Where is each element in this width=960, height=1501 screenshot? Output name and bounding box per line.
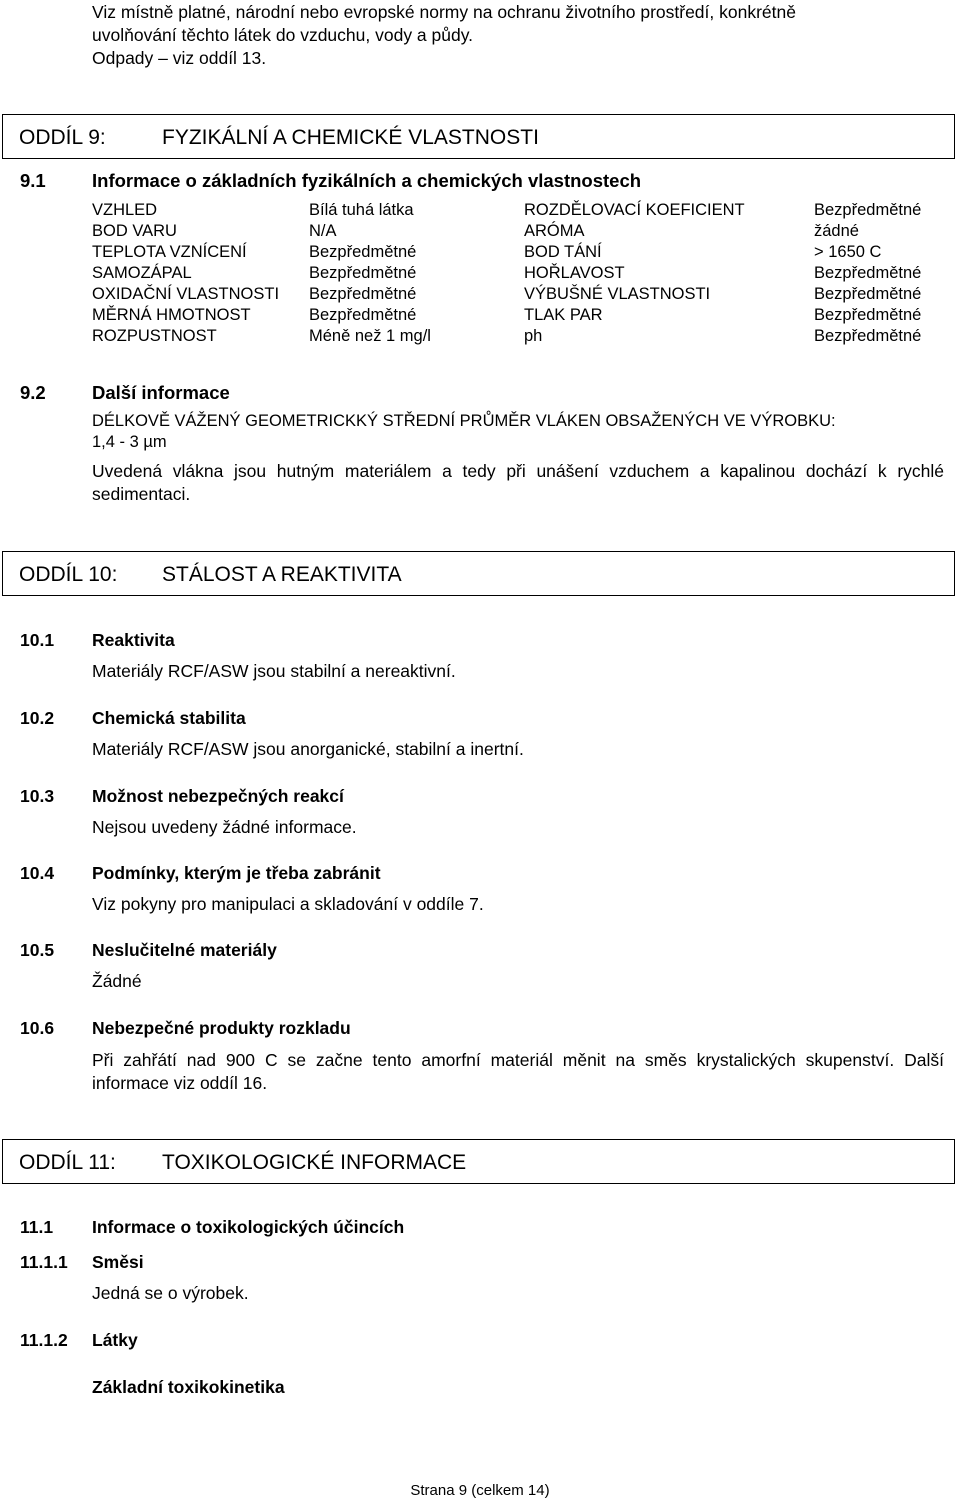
top-line-2: uvolňování těchto látek do vzduchu, vody a půdy. <box>92 25 474 45</box>
property-name: SAMOZÁPAL <box>92 264 192 282</box>
section-9-label: ODDÍL 9: <box>19 126 106 149</box>
property-name: HOŘLAVOST <box>524 264 625 282</box>
subsection-text: Materiály RCF/ASW jsou anorganické, stabilní a inertní. <box>92 739 524 759</box>
property-name: BOD TÁNÍ <box>524 243 602 261</box>
subsection-title: Reaktivita <box>92 630 175 650</box>
section-9-title: FYZIKÁLNÍ A CHEMICKÉ VLASTNOSTI <box>162 126 539 149</box>
property-value: Bezpředmětné <box>814 327 922 345</box>
property-name: MĚRNÁ HMOTNOST <box>92 306 251 324</box>
property-name: ROZPUSTNOST <box>92 327 217 345</box>
subsection-num: 10.4 <box>20 863 55 883</box>
property-value: Bílá tuhá látka <box>309 201 414 219</box>
sedimentation-paragraph: Uvedená vlákna jsou hutným materiálem a tedy při unášení vzduchem a kapalinou dochází k rychlé sedimentaci. <box>92 461 944 504</box>
section-10-header <box>2 551 955 596</box>
subsection-title: Nebezpečné produkty rozkladu <box>92 1018 351 1038</box>
subsection-11-1-1-text: Jedná se o výrobek. <box>92 1283 249 1303</box>
subsection-text: Viz pokyny pro manipulaci a skladování v oddíle 7. <box>92 894 484 914</box>
subsection-text: Nejsou uvedeny žádné informace. <box>92 817 357 837</box>
subsection-9-1-num: 9.1 <box>20 170 46 191</box>
subsection-num: 10.6 <box>20 1018 55 1038</box>
property-value: Bezpředmětné <box>309 306 417 324</box>
subsection-text: Žádné <box>92 971 142 991</box>
property-value: Bezpředmětné <box>814 285 922 303</box>
subsection-num: 10.1 <box>20 630 55 650</box>
top-line-3: Odpady – viz oddíl 13. <box>92 48 267 68</box>
section-11-title: TOXIKOLOGICKÉ INFORMACE <box>162 1151 467 1174</box>
subsection-11-1-2-title: Látky <box>92 1330 138 1350</box>
property-name: BOD VARU <box>92 222 177 240</box>
subsection-title: Neslučitelné materiály <box>92 940 277 960</box>
property-value: Bezpředmětné <box>814 201 922 219</box>
subsection-9-2-title: Další informace <box>92 382 230 403</box>
subsection-9-2-num: 9.2 <box>20 382 46 403</box>
subsection-num: 10.3 <box>20 786 55 806</box>
subsection-11-1-title: Informace o toxikologických účincích <box>92 1217 405 1237</box>
property-value: Méně než 1 mg/l <box>309 327 431 345</box>
subsection-11-1-1-title: Směsi <box>92 1252 144 1272</box>
section-10-title: STÁLOST A REAKTIVITA <box>162 563 402 586</box>
subsection-title: Podmínky, kterým je třeba zabránit <box>92 863 381 883</box>
property-name: ARÓMA <box>524 222 585 240</box>
subsection-text: Materiály RCF/ASW jsou stabilní a nereaktivní. <box>92 661 456 681</box>
property-name: ROZDĚLOVACÍ KOEFICIENT <box>524 201 745 219</box>
property-name: TLAK PAR <box>524 306 603 324</box>
property-value: Bezpředmětné <box>309 264 417 282</box>
property-value: Bezpředmětné <box>309 243 417 261</box>
property-name: OXIDAČNÍ VLASTNOSTI <box>92 285 280 303</box>
page-number: Strana 9 (celkem 14) <box>410 1482 550 1499</box>
subsection-num: 10.5 <box>20 940 55 960</box>
fiber-diameter-label: DÉLKOVĚ VÁŽENÝ GEOMETRICKKÝ STŘEDNÍ PRŮMĚR VLÁKEN OBSAŽENÝCH VE VÝROBKU: <box>92 412 836 430</box>
subsection-title: Chemická stabilita <box>92 708 246 728</box>
property-value: Bezpředmětné <box>309 285 417 303</box>
property-value: > 1650 C <box>814 243 882 261</box>
section-11-label: ODDÍL 11: <box>19 1151 116 1174</box>
property-value: N/A <box>309 222 337 240</box>
property-name: VÝBUŠNÉ VLASTNOSTI <box>524 285 711 303</box>
fiber-diameter-value: 1,4 - 3 µm <box>92 433 167 451</box>
subsection-11-1-1-num: 11.1.1 <box>20 1252 68 1272</box>
property-value: Bezpředmětné <box>814 264 922 282</box>
toxicokinetics-heading: Základní toxikokinetika <box>92 1377 285 1397</box>
section-11-header <box>2 1139 955 1184</box>
subsection-9-1-title: Informace o základních fyzikálních a chemických vlastnostech <box>92 170 642 191</box>
subsection-title: Možnost nebezpečných reakcí <box>92 786 344 806</box>
section-9-header <box>2 114 955 159</box>
subsection-11-1-2-num: 11.1.2 <box>20 1330 68 1350</box>
subsection-11-1-num: 11.1 <box>20 1217 54 1237</box>
property-value: Bezpředmětné <box>814 306 922 324</box>
property-name: ph <box>524 327 543 345</box>
property-name: TEPLOTA VZNÍCENÍ <box>92 243 247 261</box>
property-value: žádné <box>814 222 859 240</box>
subsection-num: 10.2 <box>20 708 55 728</box>
top-line-1: Viz místně platné, národní nebo evropské normy na ochranu životního prostředí, konkrétně <box>92 2 796 22</box>
property-name: VZHLED <box>92 201 158 219</box>
section-10-label: ODDÍL 10: <box>19 563 118 586</box>
subsection-text: Při zahřátí nad 900 C se začne tento amorfní materiál měnit na směs krystalických skupenství. Další informace viz oddíl 16. <box>92 1050 944 1093</box>
